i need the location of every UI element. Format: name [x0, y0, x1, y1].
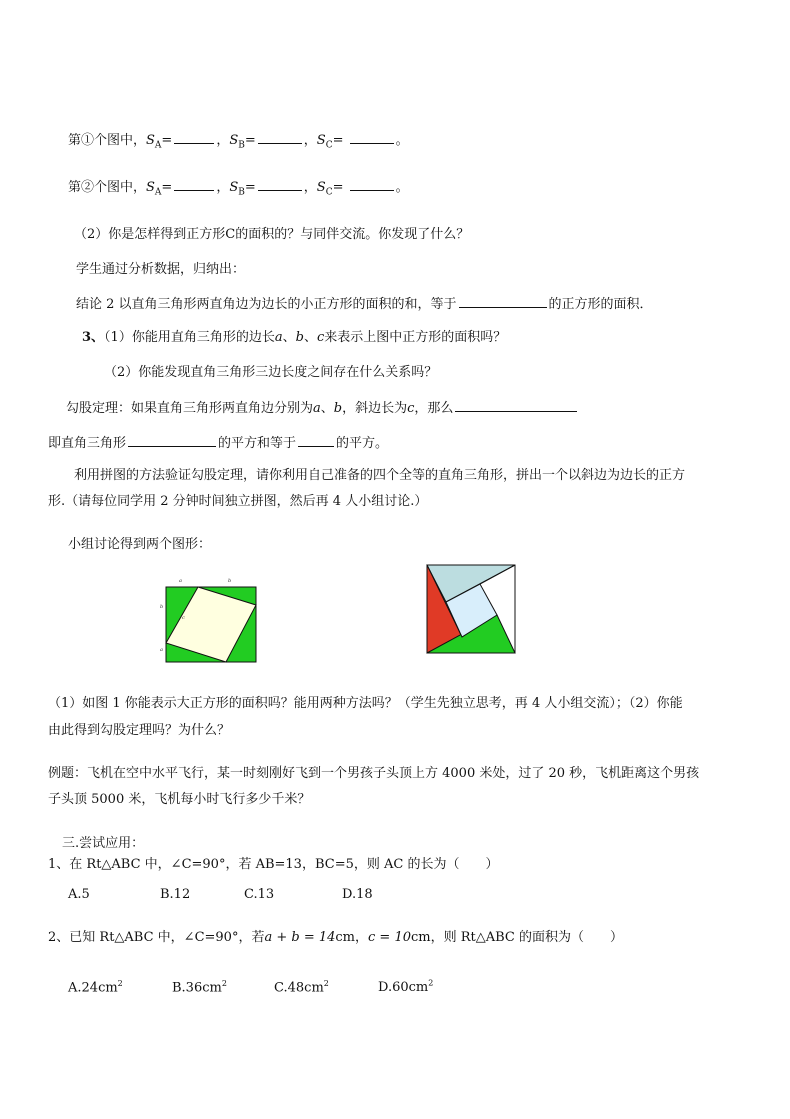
- figure-2: [420, 560, 520, 656]
- question-2: （2）你是怎样得到正方形C的面积的？与同伴交流。你发现了什么？: [74, 227, 470, 242]
- option-b-text: B.36cm: [172, 980, 222, 996]
- theorem2-text: 即直角三角形: [48, 436, 127, 451]
- var-b: b: [295, 330, 304, 345]
- sep: ，: [303, 133, 317, 148]
- option-c-text: C.48cm: [274, 980, 324, 996]
- blank-conclusion[interactable]: [459, 295, 547, 308]
- sub-b: B: [238, 140, 245, 151]
- theorem2-text3: 的平方。: [336, 436, 389, 451]
- problem-2-options: [68, 975, 433, 997]
- option-a[interactable]: [68, 975, 172, 997]
- blank-sa-2[interactable]: [174, 178, 214, 191]
- fig1-label-a-top: a: [179, 578, 182, 584]
- end: 。: [395, 180, 409, 195]
- sup: 2: [428, 979, 434, 988]
- figure-1: [150, 575, 265, 667]
- sep: ，: [216, 133, 230, 148]
- eq: =: [332, 180, 344, 195]
- row2-prefix: 第②个图中，: [68, 180, 147, 195]
- eq: =: [161, 180, 173, 195]
- blank-sb-2[interactable]: [258, 178, 302, 191]
- var-c: c: [407, 401, 415, 416]
- sep: 、: [303, 330, 317, 345]
- question-figure1-b: 由此得到勾股定理吗？为什么？: [48, 723, 231, 738]
- fig1-label-b-left: b: [160, 604, 164, 610]
- row2-text: [68, 178, 409, 202]
- fig1-label-b-top: b: [228, 578, 232, 584]
- p2-unit2: cm，则 Rt△ABC 的面积为（ ）: [410, 930, 623, 945]
- sub-c: C: [325, 140, 333, 151]
- theorem2-text2: 的平方和等于: [218, 436, 297, 451]
- fig1-label-a-left: a: [160, 647, 163, 653]
- sub-a: A: [154, 140, 162, 151]
- eq: =: [244, 133, 256, 148]
- problem-1: 1、在 Rt△ABC 中，∠C=90°，若 AB=13，BC=5，则 AC 的长为（ ）: [48, 857, 499, 872]
- group-discussion: 小组讨论得到两个图形：: [68, 537, 212, 552]
- row1-text: [68, 131, 409, 155]
- p2-expr1: a + b = 14: [264, 930, 336, 945]
- fig1-label-c: c: [182, 615, 185, 621]
- option-c[interactable]: C.13: [244, 887, 275, 902]
- var-c: c: [316, 330, 325, 345]
- conclusion-text: 结论 2 以直角三角形两直角边为边长的小正方形的面积的和，等于: [76, 297, 457, 312]
- var-sa: S: [146, 180, 155, 195]
- var-sc: S: [316, 180, 326, 195]
- var-sb: S: [229, 133, 239, 148]
- section-title: 三.尝试应用：: [62, 836, 145, 851]
- var-b: b: [333, 401, 343, 416]
- option-a-text: A.24cm: [68, 980, 118, 996]
- option-d-text: D.60cm: [378, 980, 429, 996]
- blank-sc-1[interactable]: [350, 131, 394, 144]
- sep: 、: [320, 401, 334, 416]
- sup: 2: [323, 979, 329, 988]
- var-a: a: [274, 330, 283, 345]
- option-c[interactable]: [274, 975, 378, 997]
- eq: =: [332, 133, 344, 148]
- theorem-text: 勾股定理：如果直角三角形两直角边分别为: [66, 401, 314, 416]
- q3-num: 3、: [82, 330, 105, 345]
- sep: 、: [282, 330, 296, 345]
- example-line2: 子头顶 5000 米，飞机每小时飞行多少千米？: [48, 792, 311, 807]
- sep: ，: [303, 180, 317, 195]
- q3-text2: 来表示上图中正方形的面积吗？: [324, 330, 507, 345]
- problem-2: [48, 929, 623, 947]
- var-sc: S: [316, 133, 326, 148]
- end: 。: [395, 133, 409, 148]
- eq: =: [161, 133, 173, 148]
- sub-b: B: [238, 187, 245, 198]
- conclusion-2: [76, 295, 653, 314]
- pythagorean-theorem: [66, 399, 579, 418]
- var-sb: S: [229, 180, 239, 195]
- p2-unit1: cm，: [335, 930, 368, 945]
- theorem-text2: ，斜边长为: [342, 401, 408, 416]
- question-figure1: （1）如图 1 你能表示大正方形的面积吗？能用两种方法吗？（学生先独立思考，再 4 人小组交流）；（2）你能: [48, 696, 683, 711]
- question-3: [82, 329, 506, 347]
- var-sa: S: [146, 133, 155, 148]
- eq: =: [244, 180, 256, 195]
- theorem-line2: [48, 434, 388, 453]
- p2-expr2: c = 10: [368, 930, 411, 945]
- blank-sa-1[interactable]: [174, 131, 214, 144]
- sub-a: A: [154, 187, 162, 198]
- option-a[interactable]: A.5: [68, 887, 90, 902]
- blank-sb-1[interactable]: [258, 131, 302, 144]
- theorem-text3: ，那么: [414, 401, 454, 416]
- row1-prefix: 第①个图中，: [68, 133, 147, 148]
- students-summary: 学生通过分析数据，归纳出：: [76, 262, 246, 277]
- var-a: a: [313, 401, 321, 416]
- p2-text1: 2、已知 Rt△ABC 中，∠C=90°，若: [48, 930, 265, 945]
- option-b[interactable]: B.12: [160, 887, 191, 902]
- sup: 2: [221, 979, 227, 988]
- conclusion-end: 的正方形的面积．: [548, 297, 653, 312]
- blank-theorem[interactable]: [455, 399, 577, 412]
- blank-theorem2-b[interactable]: [298, 434, 334, 447]
- option-b[interactable]: [172, 975, 274, 997]
- q3-text: （1）你能用直角三角形的边长: [104, 330, 275, 345]
- verify-line1: 利用拼图的方法验证勾股定理，请你利用自己准备的四个全等的直角三角形，拼出一个以斜边为边长的正方: [74, 468, 686, 483]
- sep: ，: [216, 180, 230, 195]
- option-d[interactable]: [378, 980, 433, 995]
- problem-1-options: [68, 886, 373, 904]
- example-line1: 例题：飞机在空中水平飞行，某一时刻刚好飞到一个男孩子头顶上方 4000 米处，过了 20 秒，飞机距离这个男孩: [48, 766, 700, 781]
- sup: 2: [117, 979, 123, 988]
- option-d[interactable]: D.18: [342, 887, 373, 902]
- sub-c: C: [325, 187, 333, 198]
- question-3b: （2）你能发现直角三角形三边长度之间存在什么关系吗？: [104, 365, 438, 380]
- verify-line2: 形.（请每位同学用 2 分钟时间独立拼图，然后再 4 人小组讨论.）: [48, 494, 428, 509]
- blank-theorem2-a[interactable]: [128, 434, 216, 447]
- blank-sc-2[interactable]: [350, 178, 394, 191]
